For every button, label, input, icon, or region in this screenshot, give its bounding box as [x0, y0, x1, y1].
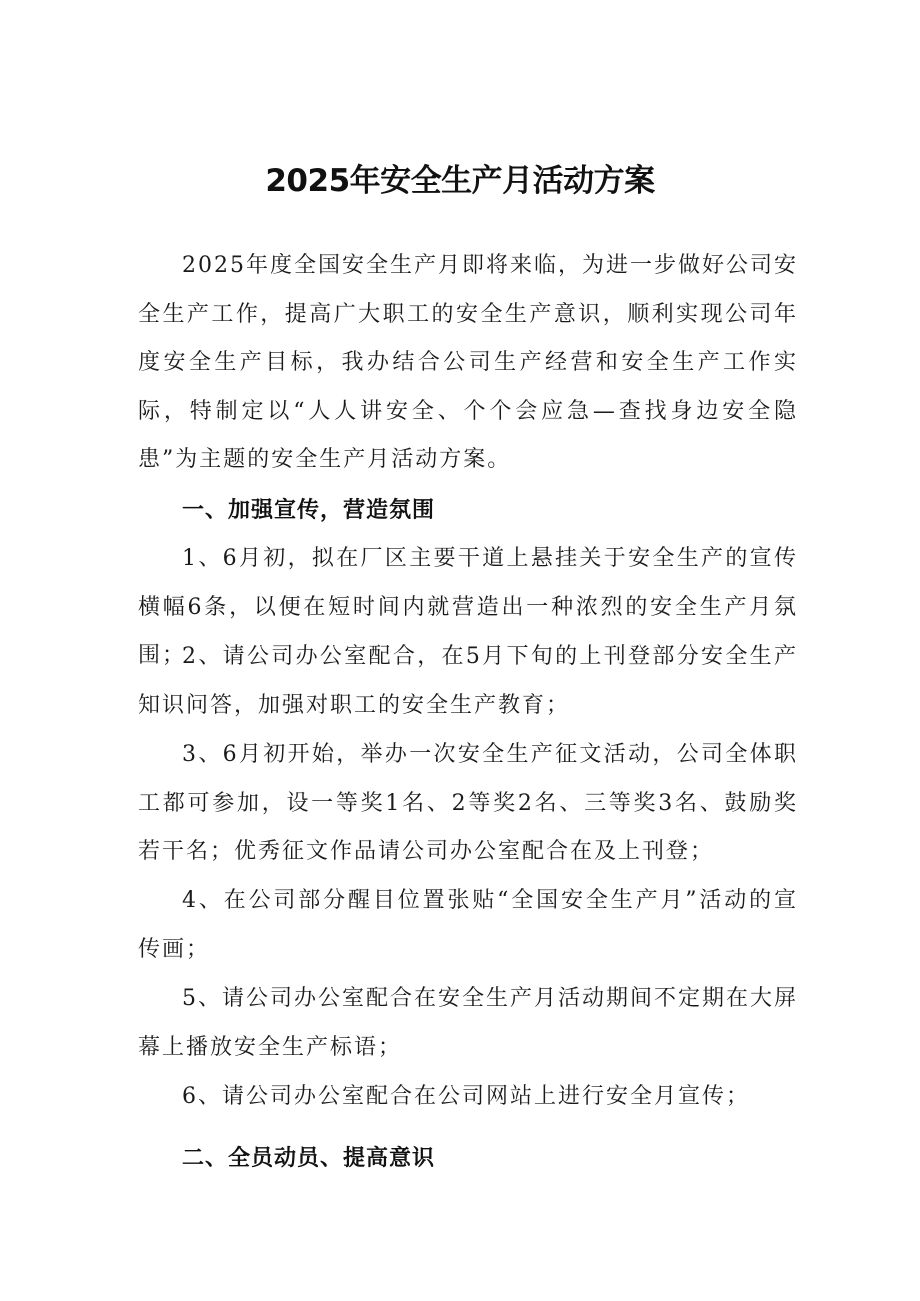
list-item: 1、6月初，拟在厂区主要干道上悬挂关于安全生产的宣传横幅6条，以便在短时间内就营造出一种浓烈的安全生产月氛围； [138, 546, 798, 669]
list-item: 6、请公司办公室配合在公司网站上进行安全月宣传； [182, 1084, 750, 1109]
list-item: 4、在公司部分醒目位置张贴“全国安全生产月”活动的宣传画； [138, 888, 798, 962]
list-item: 2、请公司办公室配合，在5月下旬的上刊登部分安全生产知识问答，加强对职工的安全生产教育； [138, 644, 798, 718]
list-item: 5、请公司办公室配合在安全生产月活动期间不定期在大屏幕上播放安全生产标语； [138, 986, 798, 1060]
list-item: 3、6月初开始，举办一次安全生产征文活动，公司全体职工都可参加，设一等奖1名、2等奖2名、三等奖3名、鼓励奖若干名；优秀征文作品请公司办公室配合在及上刊登； [138, 742, 798, 865]
intro-paragraph: 2025年度全国安全生产月即将来临，为进一步做好公司安全生产工作，提高广大职工的安全生产意识，顺利实现公司年度安全生产目标，我办结合公司生产经营和安全生产工作实际，特制定以“人人讲安全、个个会应急—查找身边安全隐患”为主题的安全生产月活动方案。 [138, 253, 798, 473]
section-heading-publicity: 一、加强宣传，营造氛围 [182, 498, 436, 523]
document-title: 2025年安全生产月活动方案 [265, 162, 655, 199]
section-heading-mobilization: 二、全员动员、提高意识 [182, 1146, 436, 1171]
